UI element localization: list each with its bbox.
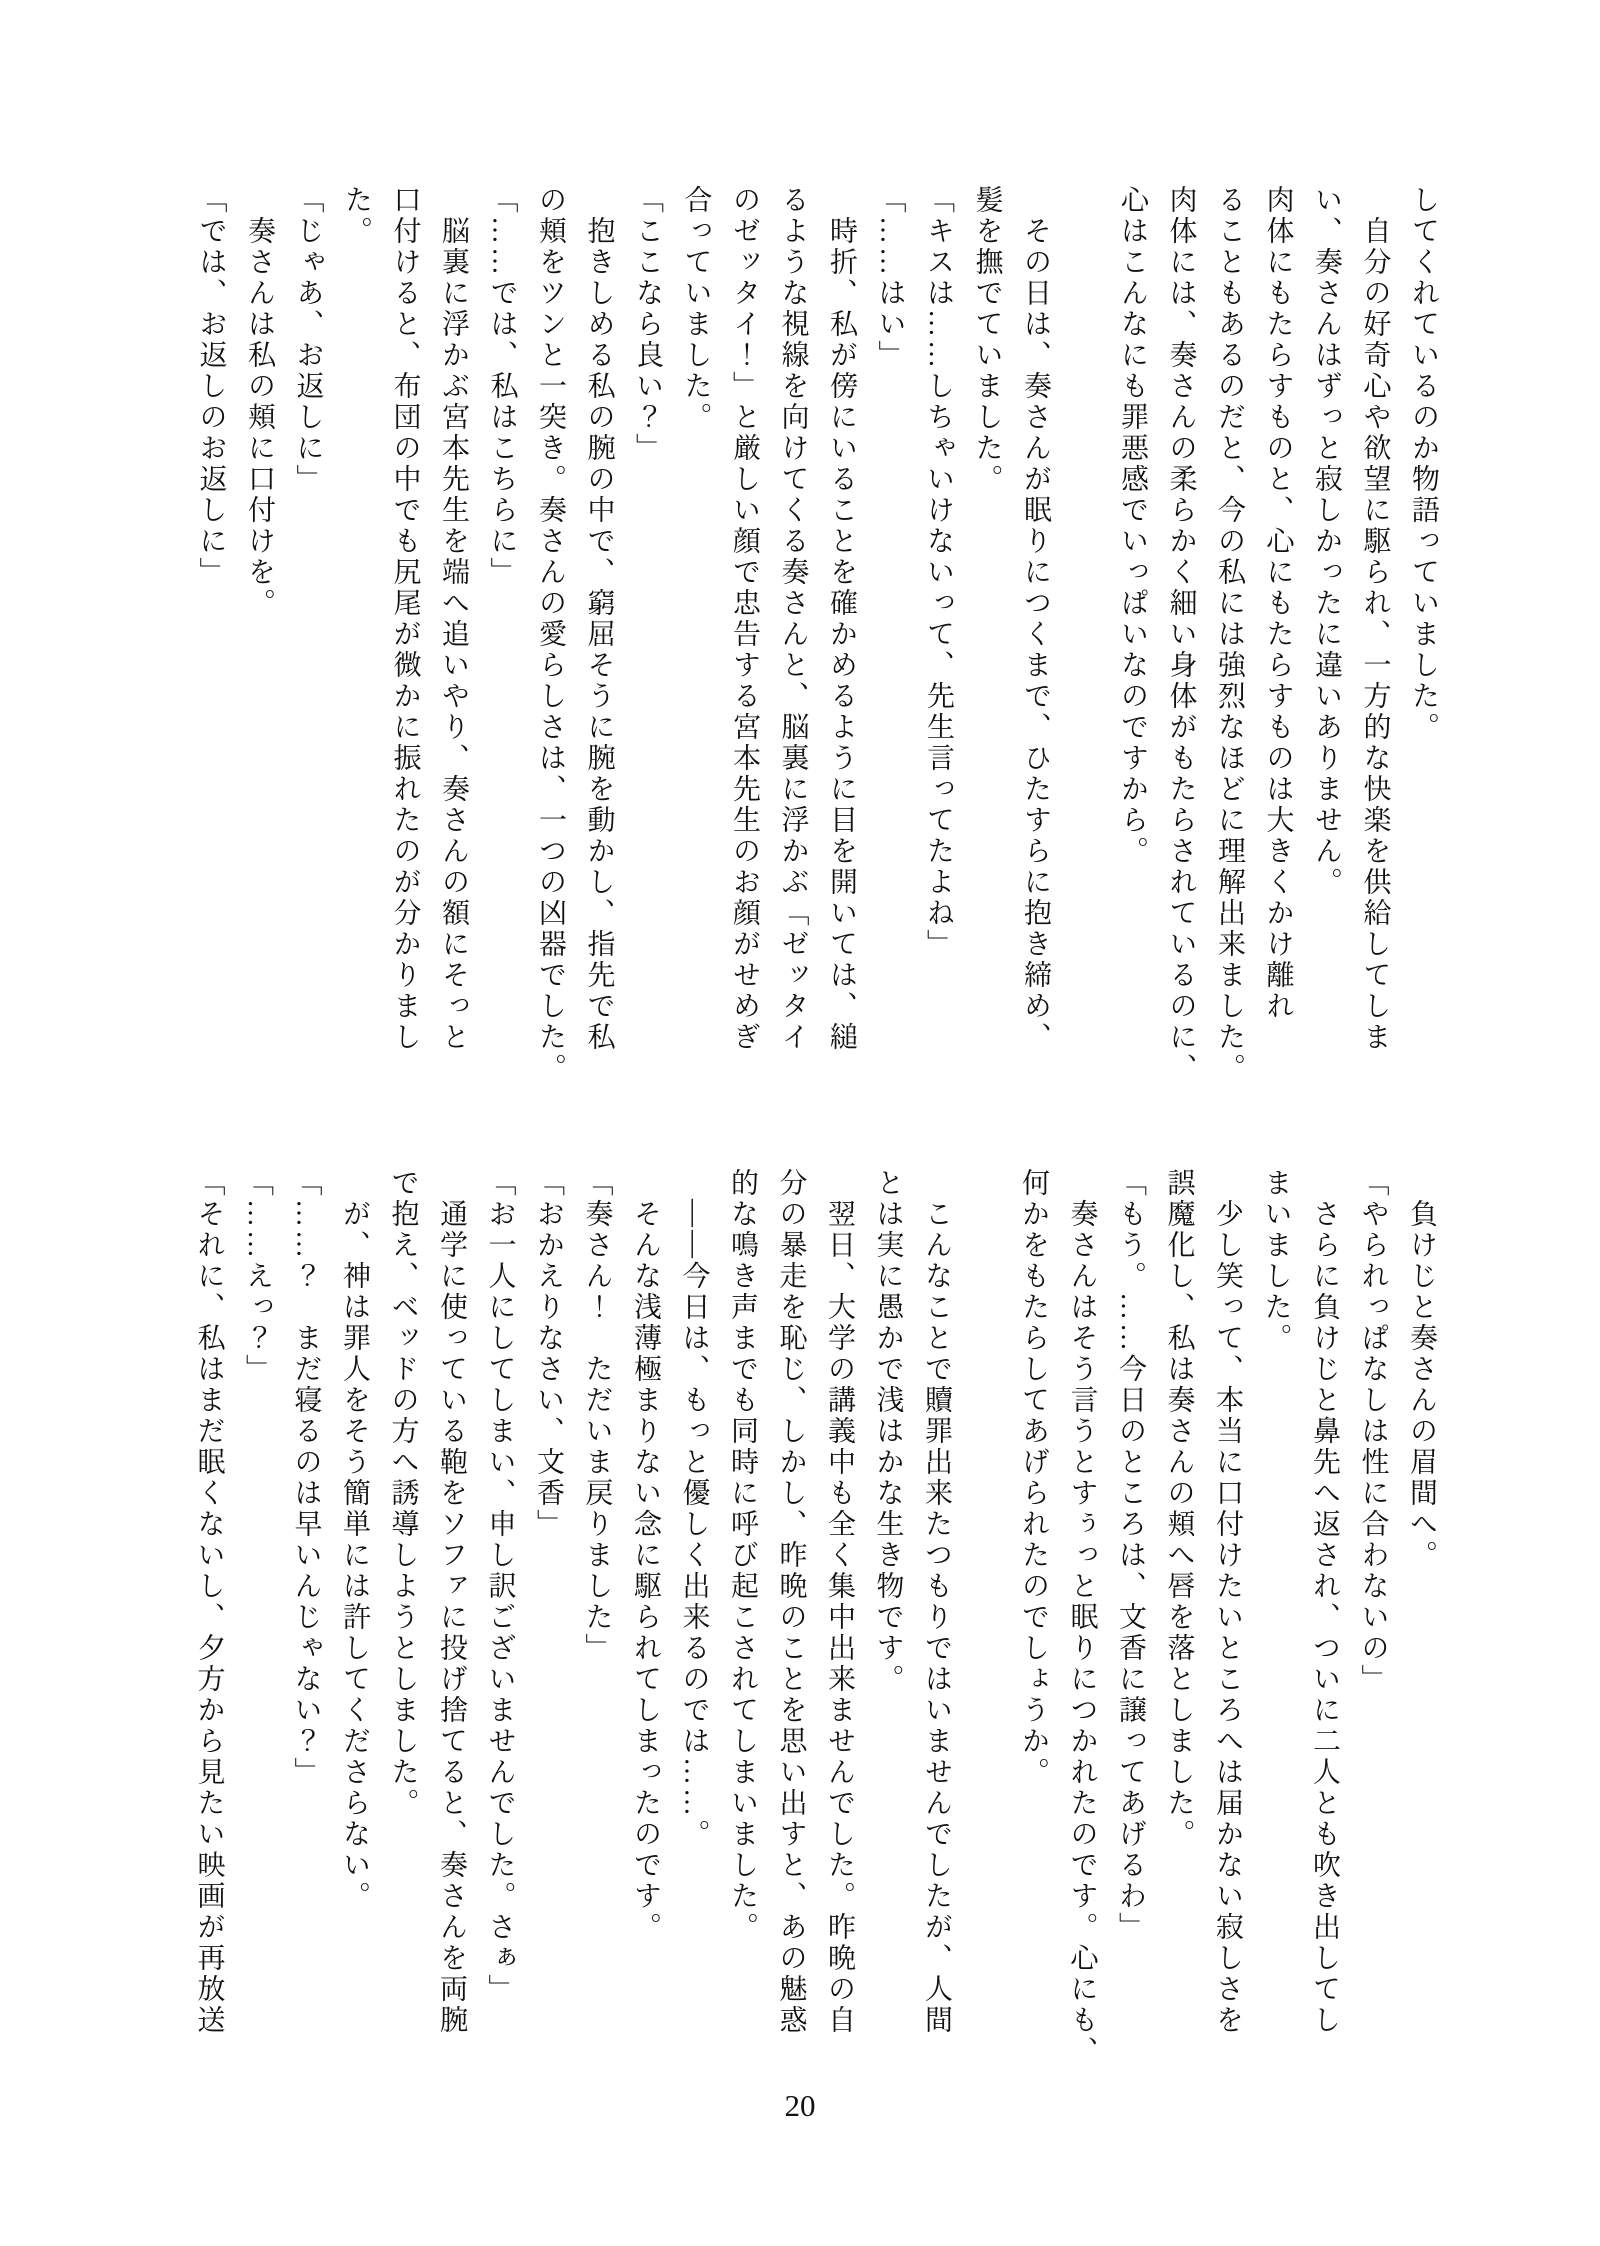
text-line: 負けじと奏さんの眉間へ。	[1406, 1168, 1437, 1571]
text-line: さらに負けじと鼻先へ返され、ついに二人とも吹き出してし	[1309, 1168, 1340, 2036]
text-line: そんな浅薄極まりない念に駆られてしまったのです。	[630, 1168, 661, 1943]
text-block-upper	[186, 185, 1447, 1095]
text-line: 奏さんはそう言うとすぅっと眠りにつかれたのです。心にも、	[1066, 1168, 1098, 2067]
blank-line	[1059, 185, 1108, 1095]
text-line: 誤魔化し、私は奏さんの頬へ唇を落としました。	[1163, 1168, 1195, 1850]
text-line: 「じゃあ、お返しに」	[292, 185, 324, 495]
text-line: 奏さんは私の頬に口付けを。	[244, 185, 275, 619]
text-line: 脳裏に浮かぶ宮本先生を端へ追いやり、奏さんの額にそっと	[438, 185, 469, 1053]
text-line: 通学に使っている鞄をソファに投げ捨てると、奏さんを両腕	[436, 1168, 467, 2036]
text-line: 「それに、私はまだ眠くないし、夕方から見たい映画が再放送	[193, 1168, 225, 2036]
text-line: 口付けると、布団の中でも尻尾が微かに振れたのが分かりまし	[389, 185, 421, 1053]
text-line: 翌日、大学の講義中も全く集中出来ませんでした。昨晩の自	[824, 1168, 855, 2036]
text-line: 何かをもたらしてあげられたのでしょうか。	[1018, 1168, 1049, 1788]
text-line: 分の暴走を恥じ、しかし、昨晩のことを思い出すと、あの魅惑	[775, 1168, 807, 2036]
text-line: 「やられっぱなしは性に合わないの」	[1357, 1168, 1389, 1695]
text-line: のゼッタイ！」と厳しい顔で忠告する宮本先生のお顔がせめぎ	[729, 185, 760, 1053]
text-line: 「……えっ？」	[242, 1168, 273, 1385]
text-line: で抱え、ベッドの方へ誘導しようとしました。	[387, 1168, 419, 1819]
text-line: 「もう。……今日のところは、文香に譲ってあげるわ」	[1115, 1168, 1146, 1943]
text-line: が、神は罪人をそう簡単には許してくださらない。	[339, 1168, 370, 1912]
blank-line	[960, 1168, 1009, 2078]
text-line: とは実に愚かで浅はかな生き物です。	[872, 1168, 904, 1695]
text-line: ――今日は、もっと優しく出来るのでは……。	[678, 1168, 710, 1850]
text-line: こんなことで贖罪出来たつもりではいませんでしたが、人間	[921, 1168, 952, 2036]
text-line: るような視線を向けてくる奏さんと、脳裏に浮かぶ「ゼッタイ	[777, 185, 809, 1053]
text-line: 肉体にもたらすものと、心にもたらすものは大きくかけ離れ	[1262, 185, 1294, 1022]
text-line: 「おかえりなさい、文香」	[533, 1168, 564, 1540]
page-number: 20	[784, 2088, 816, 2123]
text-line: まいました。	[1260, 1168, 1292, 1354]
text-line: ることもあるのだと、今の私には強烈なほどに理解出来ました。	[1214, 185, 1245, 1084]
text-line: 「……では、私はこちらに」	[486, 185, 518, 588]
text-line: その日は、奏さんが眠りにつくまで、ひたすらに抱き締め、	[1020, 185, 1051, 1053]
text-line: 自分の好奇心や欲望に駆られ、一方的な快楽を供給してしま	[1359, 185, 1391, 1053]
text-line: 髪を撫でていました。	[971, 185, 1003, 495]
text-line: 肉体には、奏さんの柔らかく細い身体がもたらされているのに、	[1165, 185, 1197, 1084]
text-line: 「……はい」	[874, 185, 906, 371]
text-line: た。	[341, 185, 372, 247]
text-line: 抱きしめる私の腕の中で、窮屈そうに腕を動かし、指先で私	[583, 185, 615, 1053]
text-line: 「では、お返しのお返しに」	[195, 185, 227, 588]
text-line: 「お一人にしてしまい、申し訳ございませんでした。さぁ」	[484, 1168, 516, 2005]
text-line: の頬をツンと一突き。奏さんの愛らしさは、一つの凶器でした。	[535, 185, 566, 1084]
text-line: 「……？ まだ寝るのは早いんじゃない？」	[290, 1168, 322, 1788]
text-line: 「奏さん！ ただいま戻りました」	[581, 1168, 613, 1664]
text-line: 的な鳴き声までも同時に呼び起こされてしまいました。	[727, 1168, 758, 1943]
text-line: してくれているのか物語っていました。	[1408, 185, 1439, 743]
text-line: 「ここなら良い？」	[632, 185, 663, 464]
text-line: 心はこんなにも罪悪感でいっぱいなのですから。	[1117, 185, 1148, 867]
text-line: 少し笑って、本当に口付けたいところへは届かない寂しさを	[1212, 1168, 1243, 2036]
text-line: い、奏さんはずっと寂しかったに違いありません。	[1311, 185, 1342, 898]
text-line: 合っていました。	[680, 185, 712, 433]
text-block-lower	[184, 1168, 1445, 2078]
text-line: 「キスは……しちゃいけないって、先生言ってたよね」	[923, 185, 954, 960]
text-line: 時折、私が傍にいることを確かめるように目を開いては、縋	[826, 185, 857, 1053]
